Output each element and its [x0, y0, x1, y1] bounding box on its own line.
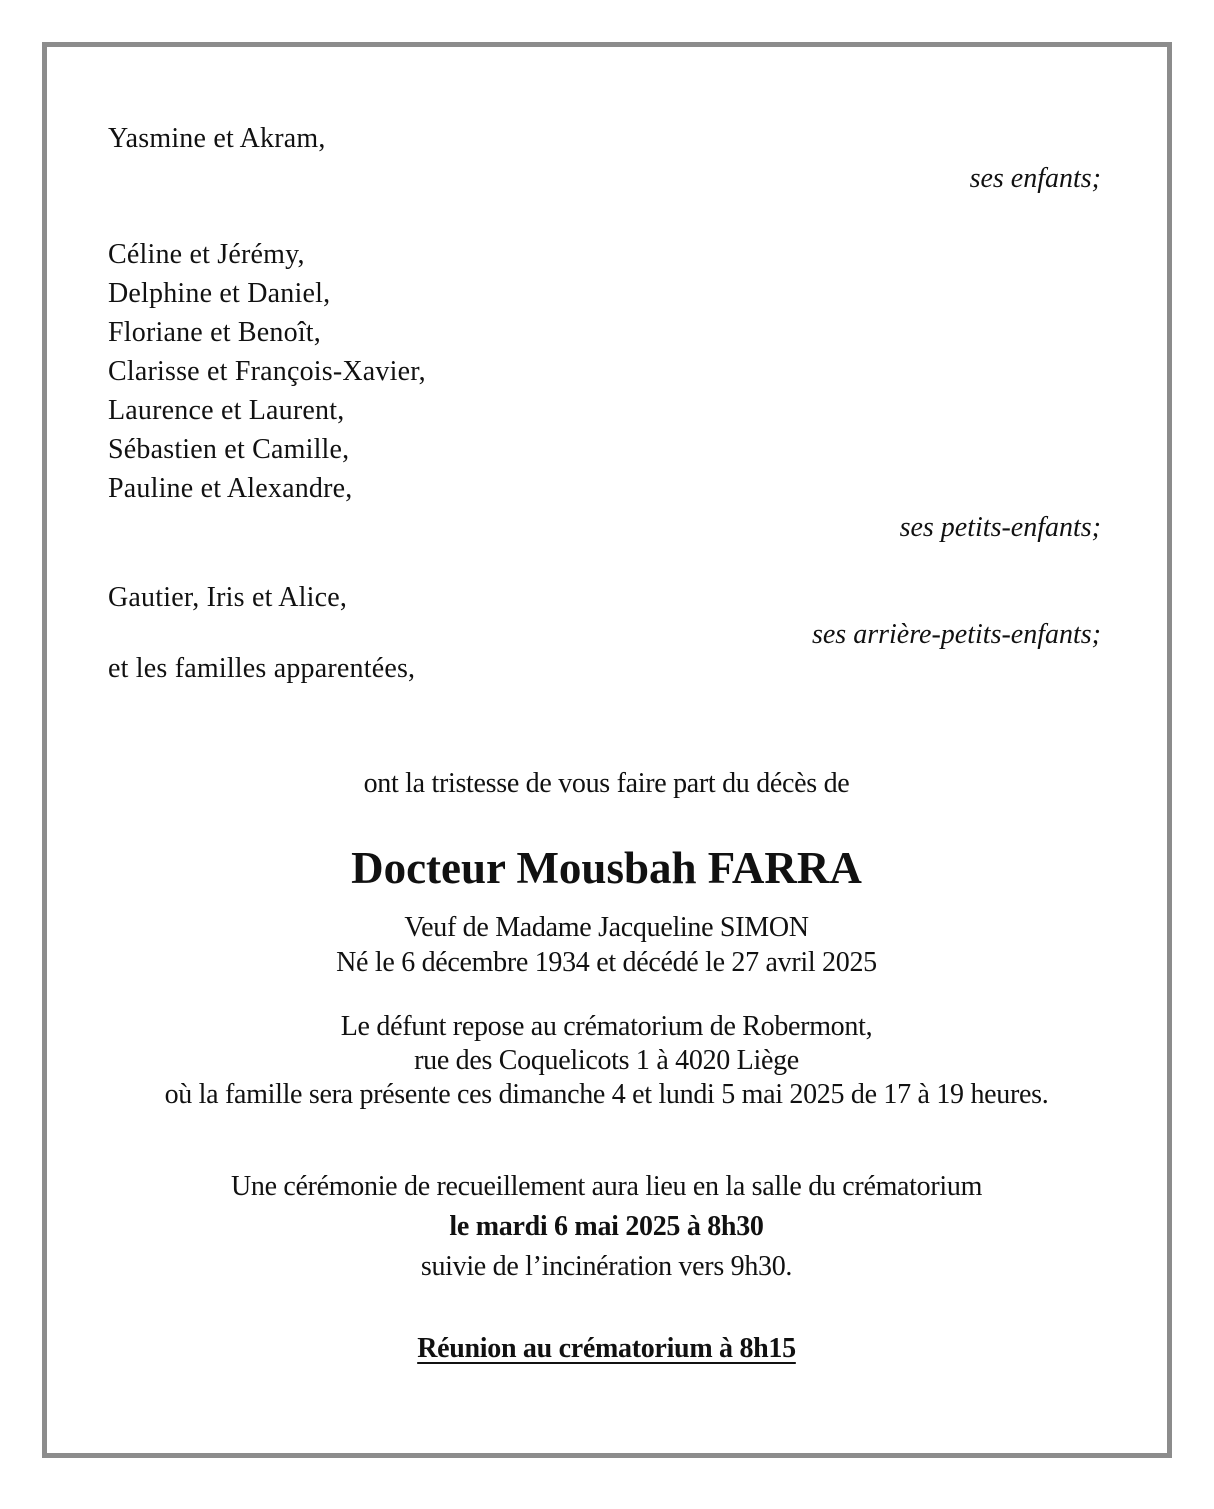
- great-grandchildren-names-line: Gautier, Iris et Alice,: [108, 582, 348, 613]
- grandchildren-names-line: Sébastien et Camille,: [108, 434, 350, 465]
- grandchildren-names-line: Céline et Jérémy,: [108, 239, 305, 270]
- grandchildren-names-line: Pauline et Alexandre,: [108, 473, 353, 504]
- meeting-point-line: Réunion au crématorium à 8h15: [417, 1333, 796, 1364]
- grandchildren-names-line: Floriane et Benoît,: [108, 317, 321, 348]
- children-names-line: Yasmine et Akram,: [108, 123, 326, 154]
- relation-label-great-grandchildren: ses arrière-petits-enfants;: [811, 619, 1101, 650]
- repose-location-block: [108, 1010, 1105, 1112]
- cremation-time-line: suivie de l’incinération vers 9h30.: [420, 1251, 793, 1282]
- grandchildren-name-list: [108, 235, 1105, 508]
- page-border-frame: [42, 42, 1172, 1458]
- grandchildren-names-line: Delphine et Daniel,: [108, 278, 331, 309]
- repose-line: Le défunt repose au crématorium de Robermont,: [340, 1011, 873, 1042]
- ceremony-datetime-line: le mardi 6 mai 2025 à 8h30: [449, 1211, 764, 1242]
- widower-of-line: Veuf de Madame Jacqueline SIMON: [404, 912, 809, 943]
- repose-address-line: rue des Coquelicots 1 à 4020 Liège: [414, 1045, 799, 1076]
- relation-label-grandchildren: ses petits-enfants;: [899, 512, 1101, 543]
- family-presence-line: où la famille sera présente ces dimanche 4 et lundi 5 mai 2025 de 17 à 19 heures.: [164, 1079, 1049, 1110]
- grandchildren-names-line: Clarisse et François-Xavier,: [108, 356, 426, 387]
- obituary-content: [47, 119, 1167, 1509]
- grandchildren-names-line: Laurence et Laurent,: [108, 395, 345, 426]
- ceremony-announcement-line: Une cérémonie de recueillement aura lieu en la salle du crématorium: [230, 1171, 983, 1202]
- related-families-line: et les familles apparentées,: [108, 653, 416, 684]
- announcement-intro-line: ont la tristesse de vous faire part du décès de: [363, 768, 850, 799]
- relation-label-children: ses enfants;: [969, 163, 1101, 194]
- birth-death-dates-line: Né le 6 décembre 1934 et décédé le 27 avril 2025: [336, 947, 877, 978]
- deceased-name-title: Docteur Mousbah FARRA: [351, 843, 862, 893]
